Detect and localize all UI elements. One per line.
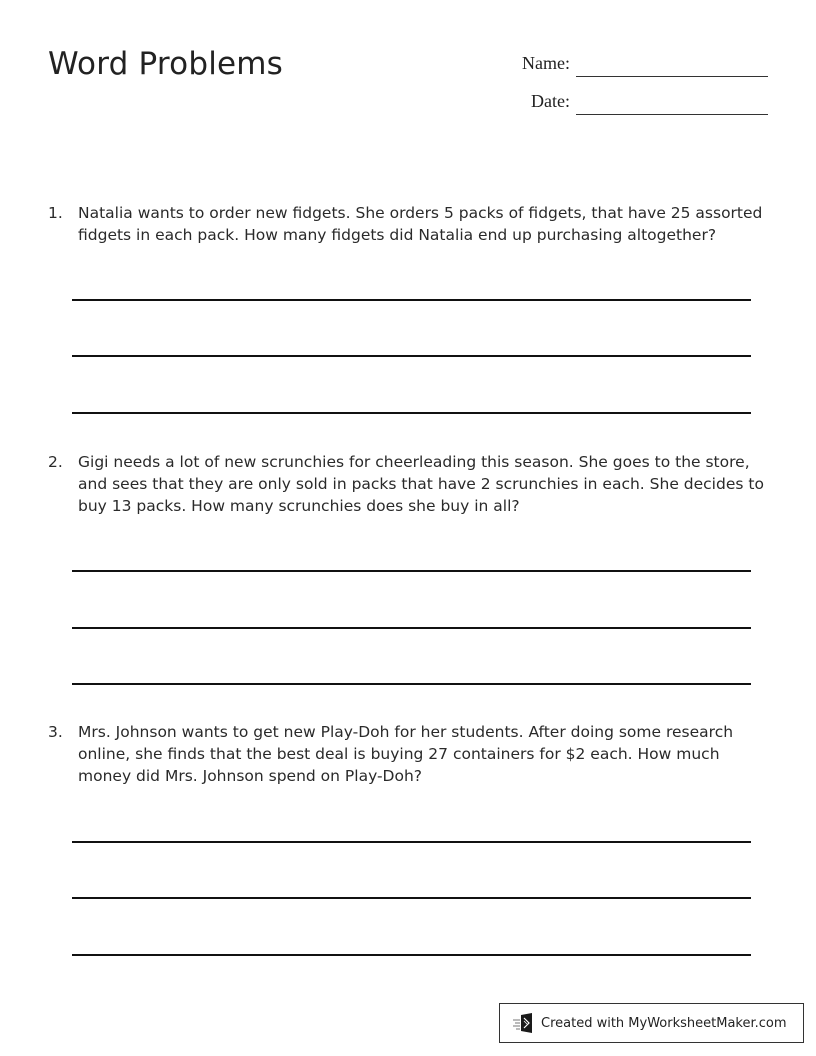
footer-text: Created with MyWorksheetMaker.com — [541, 1015, 787, 1031]
question-number: 2. — [48, 453, 63, 471]
name-label: Name: — [522, 53, 570, 73]
question-number: 3. — [48, 723, 63, 741]
date-field-line[interactable] — [576, 114, 768, 115]
answer-line[interactable] — [72, 627, 751, 629]
question-text: Gigi needs a lot of new scrunchies for cheerleading this season. She goes to the store, and sees that they are only sold in packs that have 2 scrunchies in each. She decides to buy 13 packs. How many scrunchies does she buy in all? — [78, 453, 764, 515]
question-text: Mrs. Johnson wants to get new Play-Doh for her students. After doing some research online, she finds that the best deal is buying 27 containers for $2 each. How much money did Mrs. Johnson spend on Play-Doh? — [78, 723, 734, 785]
answer-line[interactable] — [72, 954, 751, 956]
question-text: Natalia wants to order new fidgets. She orders 5 packs of fidgets, that have 25 assorted fidgets in each pack. How many fidgets did Natalia end up purchasing altogether? — [78, 204, 763, 244]
answer-line[interactable] — [72, 412, 751, 414]
name-field-line[interactable] — [576, 76, 768, 77]
footer-credit[interactable] — [499, 1003, 804, 1043]
date-label: Date: — [531, 91, 570, 111]
answer-line[interactable] — [72, 355, 751, 357]
question-number: 1. — [48, 204, 63, 222]
answer-line[interactable] — [72, 841, 751, 843]
page-title: Word Problems — [48, 46, 284, 82]
worksheet-logo-icon — [512, 1012, 536, 1034]
answer-line[interactable] — [72, 570, 751, 572]
answer-line[interactable] — [72, 683, 751, 685]
answer-line[interactable] — [72, 299, 751, 301]
answer-line[interactable] — [72, 897, 751, 899]
